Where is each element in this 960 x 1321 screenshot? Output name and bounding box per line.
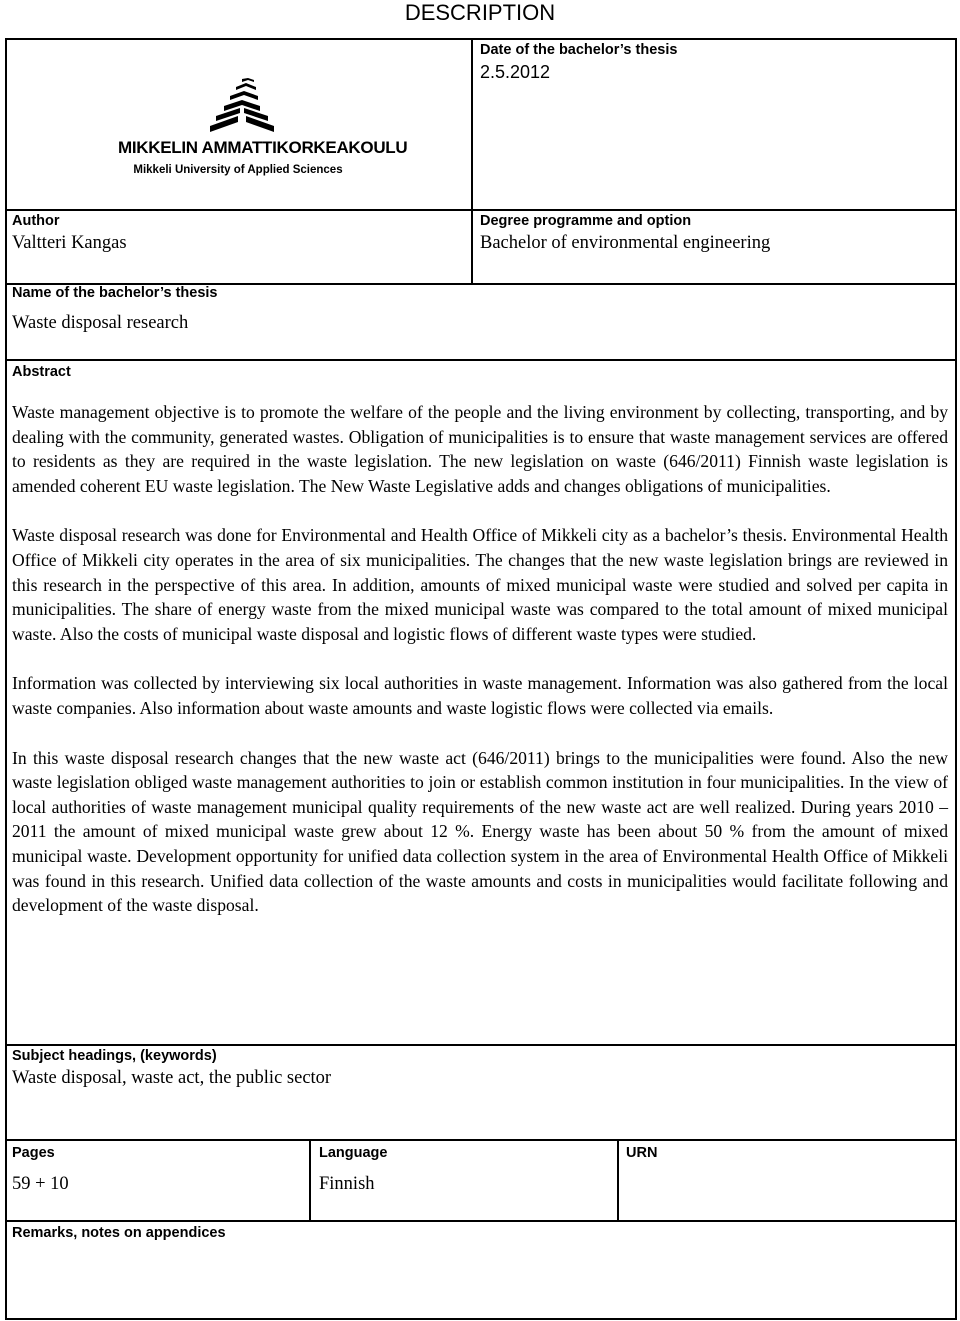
thesis-name-label: Name of the bachelor’s thesis bbox=[12, 285, 218, 301]
abstract-paragraph: Waste management objective is to promote the welfare of the people and the living environment by collecting, transporting, and by dealing with the community, generated wastes. Obligation of municipalities is to ensure that waste management services are offered to residents as they are required in the waste legislation. The new legislation on waste (646/2011) Finnish waste legislation is amended coherent EU waste legislation. The New Waste Legislative adds and changes obligations of municipalities. bbox=[12, 402, 948, 496]
divider bbox=[5, 1044, 957, 1046]
author-value: Valtteri Kangas bbox=[12, 233, 127, 253]
language-value: Finnish bbox=[319, 1174, 375, 1194]
divider bbox=[5, 1220, 957, 1222]
date-value: 2.5.2012 bbox=[480, 62, 551, 82]
divider bbox=[471, 38, 473, 285]
keywords-value: Waste disposal, waste act, the public sector bbox=[12, 1068, 332, 1088]
urn-label: URN bbox=[626, 1145, 658, 1161]
divider bbox=[5, 359, 957, 361]
logo-name-finnish: MIKKELIN AMMATTIKORKEAKOULU bbox=[118, 138, 408, 157]
divider bbox=[5, 209, 957, 211]
pages-label: Pages bbox=[12, 1145, 55, 1161]
divider bbox=[309, 1139, 311, 1222]
remarks-label: Remarks, notes on appendices bbox=[12, 1225, 226, 1241]
page-title: DESCRIPTION bbox=[404, 0, 556, 25]
book-wave-logo-icon bbox=[202, 78, 282, 134]
thesis-name-value: Waste disposal research bbox=[12, 313, 189, 333]
language-label: Language bbox=[319, 1145, 388, 1161]
divider bbox=[5, 1139, 957, 1141]
pages-value: 59 + 10 bbox=[12, 1174, 69, 1194]
author-label: Author bbox=[12, 213, 60, 229]
degree-value: Bachelor of environmental engineering bbox=[480, 233, 771, 253]
abstract-paragraph: Information was collected by interviewing six local authorities in waste management. Information was also gathered from the local waste companies. Also information about waste amounts and waste logistic flows were collected via emails. bbox=[12, 673, 948, 718]
degree-label: Degree programme and option bbox=[480, 213, 692, 229]
divider bbox=[617, 1139, 619, 1222]
abstract-label: Abstract bbox=[12, 364, 71, 380]
abstract-body bbox=[12, 400, 948, 943]
date-label: Date of the bachelor’s thesis bbox=[480, 42, 678, 58]
abstract-paragraph: In this waste disposal research changes that the new waste act (646/2011) brings to the municipalities were found. Also the new waste legislation obliged waste management authorities to join or establish common institution in four municipalities. In the view of local authorities of waste management municipal quality requirements of the new waste act are well realized. During years 2010 – 2011 the amount of mixed municipal waste grew about 12 %. Energy waste has been about 50 % from the amount of mixed municipal waste. Development opportunity for unified data collection system in the area of Environmental Health Office of Mikkeli was found in this research. Unified data collection of the waste amounts and costs in municipalities would facilitate following and development of the waste disposal. bbox=[12, 747, 948, 916]
logo-name-english: Mikkeli University of Applied Sciences bbox=[133, 164, 343, 176]
keywords-label: Subject headings, (keywords) bbox=[12, 1048, 217, 1064]
abstract-paragraph: Waste disposal research was done for Environmental and Health Office of Mikkeli city as a bachelor’s thesis. Environmental Health Office of Mikkeli city operates in the area of six municipalities. The changes that the new waste legislation brings are reviewed in this research in the perspective of this area. In addition, amounts of mixed municipal waste were studied and solved per capita in municipalities. The share of energy waste from the mixed municipal waste was compared to the total amount of mixed municipal waste. Also the costs of municipal waste disposal and logistic flows of different waste types were studied. bbox=[12, 525, 948, 644]
university-logo bbox=[118, 78, 408, 186]
